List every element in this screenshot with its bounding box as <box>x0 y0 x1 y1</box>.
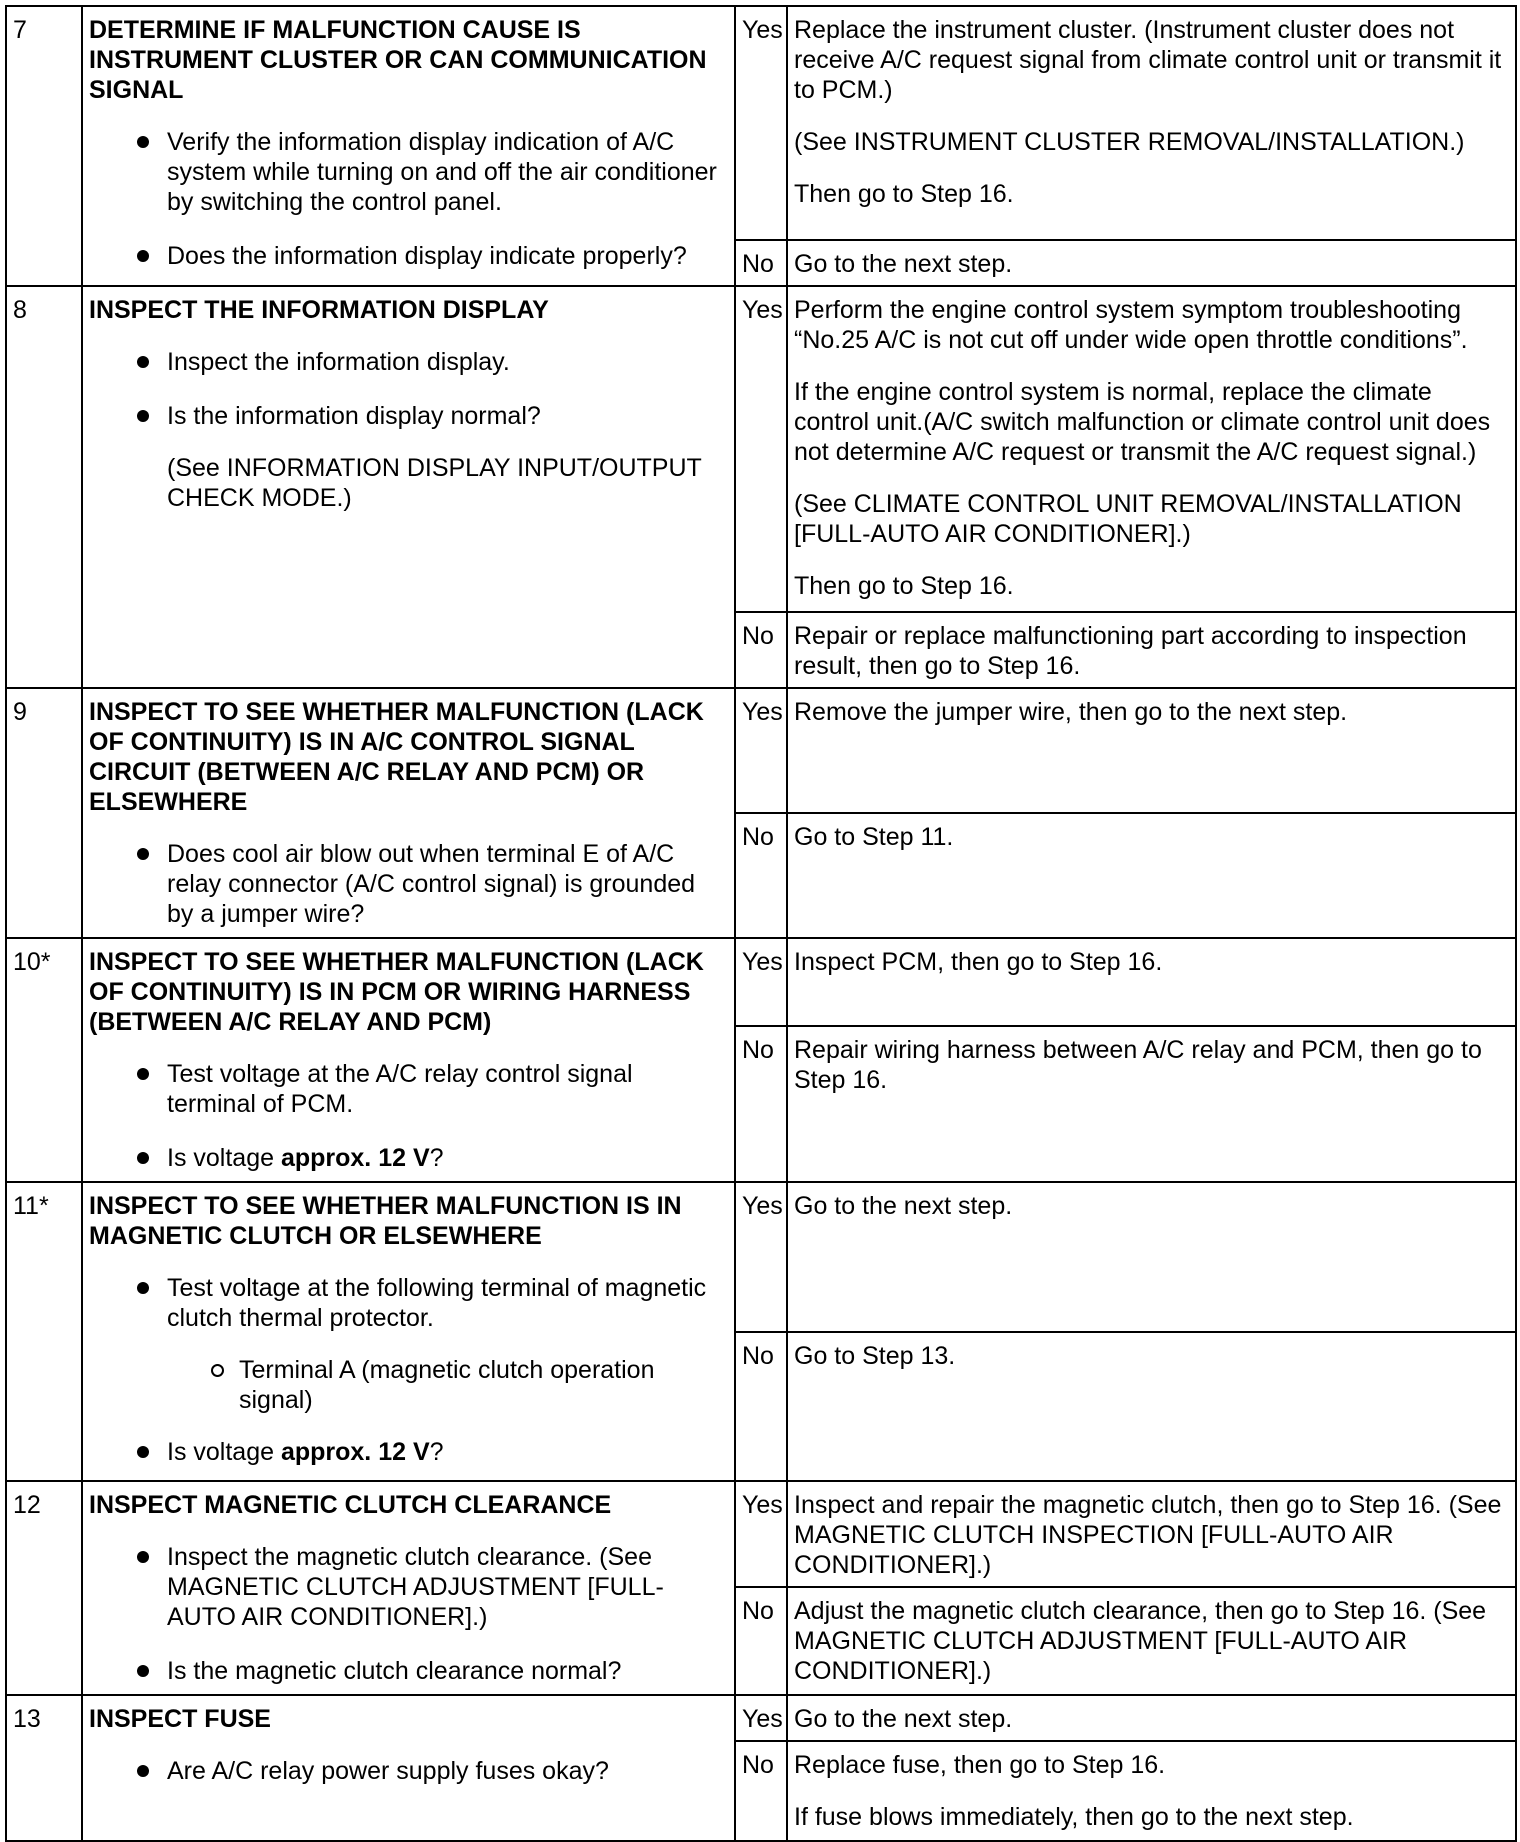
step-row-9-yes <box>6 688 1516 813</box>
no-action <box>787 1741 1516 1841</box>
action-text: Inspect PCM, then go to Step 16. <box>794 948 1163 976</box>
yes-label: Yes <box>735 938 787 1026</box>
action-text: Go to Step 11. <box>794 823 954 851</box>
yes-action <box>787 286 1516 612</box>
action-text: Replace the instrument cluster. (Instrument cluster does not receive A/C request signal from climate control unit or transmit it to PCM.) <box>794 16 1502 104</box>
yes-action <box>787 1182 1516 1332</box>
bullet-item: Does cool air blow out when terminal E of A/C relay connector (A/C control signal) is grounded by a jumper wire? <box>137 839 728 929</box>
yes-action <box>787 6 1516 240</box>
bullet-item <box>137 1273 728 1415</box>
voltage-spec: approx. 12 V <box>280 1144 430 1172</box>
action-text: Perform the engine control system symptom troubleshooting “No.25 A/C is not cut off under wide open throttle conditions”. <box>794 296 1468 354</box>
step-number: 12 <box>6 1481 82 1695</box>
step-title: INSPECT TO SEE WHETHER MALFUNCTION IS IN MAGNETIC CLUTCH OR ELSEWHERE <box>89 1192 682 1250</box>
step-number: 8 <box>6 286 82 688</box>
bullet-item: Is the magnetic clutch clearance normal? <box>137 1656 728 1686</box>
inspection-cell <box>82 6 735 286</box>
action-text: Remove the jumper wire, then go to the next step. <box>794 698 1348 726</box>
bullet-item: Verify the information display indication of A/C system while turning on and off the air conditioner by switching the control panel. <box>137 127 728 217</box>
bullet-item: Is the information display normal? <box>137 401 728 431</box>
bullet-text: Test voltage at the following terminal of magnetic clutch thermal protector. <box>167 1274 707 1332</box>
yes-label: Yes <box>735 688 787 813</box>
bullet-text: ? <box>429 1438 444 1466</box>
action-text: Repair or replace malfunctioning part according to inspection result, then go to Step 16. <box>794 622 1467 680</box>
bullet-item: Inspect the information display. <box>137 347 728 377</box>
bullet-item: Test voltage at the A/C relay control signal terminal of PCM. <box>137 1059 728 1119</box>
step-title: INSPECT THE INFORMATION DISPLAY <box>89 296 549 324</box>
inspection-cell <box>82 1182 735 1481</box>
bullet-text: Is voltage <box>167 1144 281 1172</box>
action-text: (See INSTRUMENT CLUSTER REMOVAL/INSTALLATION.) <box>794 128 1465 156</box>
sub-bullet-item: Terminal A (magnetic clutch operation signal) <box>211 1355 728 1415</box>
action-text: Adjust the magnetic clutch clearance, then go to Step 16. (See MAGNETIC CLUTCH ADJUSTMENT [FULL-AUTO AIR CONDITIONER].) <box>794 1597 1487 1686</box>
yes-label: Yes <box>735 6 787 240</box>
bullet-item: Inspect the magnetic clutch clearance. (See MAGNETIC CLUTCH ADJUSTMENT [FULL-AUTO AIR CONDITIONER].) <box>137 1542 728 1632</box>
yes-label: Yes <box>735 1481 787 1587</box>
step-row-12-yes <box>6 1481 1516 1587</box>
action-text: Go to the next step. <box>794 250 1013 278</box>
yes-action <box>787 688 1516 813</box>
action-text: Go to Step 13. <box>794 1342 956 1370</box>
step-title: DETERMINE IF MALFUNCTION CAUSE IS INSTRUMENT CLUSTER OR CAN COMMUNICATION SIGNAL <box>89 16 707 104</box>
see-reference: (See INFORMATION DISPLAY INPUT/OUTPUT CHECK MODE.) <box>167 454 702 512</box>
bullet-item: Are A/C relay power supply fuses okay? <box>137 1756 728 1786</box>
yes-action <box>787 1481 1516 1587</box>
step-row-7-yes <box>6 6 1516 240</box>
no-label: No <box>735 1332 787 1481</box>
action-text: Inspect and repair the magnetic clutch, then go to Step 16. (See MAGNETIC CLUTCH INSPECTION [FULL-AUTO AIR CONDITIONER].) <box>794 1491 1502 1579</box>
inspection-cell <box>82 688 735 938</box>
action-text: If fuse blows immediately, then go to the next step. <box>794 1803 1354 1831</box>
bullet-item: Does the information display indicate properly? <box>137 241 728 271</box>
step-row-10-yes <box>6 938 1516 1026</box>
step-number: 10* <box>6 938 82 1182</box>
inspection-cell <box>82 1695 735 1841</box>
yes-label: Yes <box>735 1182 787 1332</box>
step-number: 11* <box>6 1182 82 1481</box>
action-text: Then go to Step 16. <box>794 572 1014 600</box>
bullet-text: Is voltage <box>167 1438 281 1466</box>
no-action <box>787 1332 1516 1481</box>
no-action <box>787 813 1516 938</box>
voltage-spec: approx. 12 V <box>280 1438 430 1466</box>
no-label: No <box>735 1026 787 1182</box>
no-label: No <box>735 1587 787 1695</box>
inspection-cell <box>82 286 735 688</box>
step-row-8-yes <box>6 286 1516 612</box>
troubleshooting-table <box>5 5 1517 1842</box>
no-label: No <box>735 240 787 286</box>
no-label: No <box>735 1741 787 1841</box>
bullet-text: ? <box>429 1144 444 1172</box>
step-title: INSPECT TO SEE WHETHER MALFUNCTION (LACK OF CONTINUITY) IS IN A/C CONTROL SIGNAL CIRCUIT (BETWEEN A/C RELAY AND PCM) OR ELSEWHERE <box>89 698 704 816</box>
yes-label: Yes <box>735 1695 787 1741</box>
bullet-item <box>137 1143 728 1173</box>
step-title: INSPECT TO SEE WHETHER MALFUNCTION (LACK OF CONTINUITY) IS IN PCM OR WIRING HARNESS (BETWEEN A/C RELAY AND PCM) <box>89 948 704 1036</box>
action-text: If the engine control system is normal, replace the climate control unit.(A/C switch malfunction or climate control unit does not determine A/C request or transmit the A/C request signal.) <box>794 378 1491 466</box>
yes-label: Yes <box>735 286 787 612</box>
yes-action <box>787 1695 1516 1741</box>
no-action <box>787 240 1516 286</box>
action-text: (See CLIMATE CONTROL UNIT REMOVAL/INSTALLATION [FULL-AUTO AIR CONDITIONER].) <box>794 490 1462 548</box>
step-title: INSPECT MAGNETIC CLUTCH CLEARANCE <box>89 1491 612 1519</box>
no-action <box>787 1026 1516 1182</box>
yes-action <box>787 938 1516 1026</box>
step-title: INSPECT FUSE <box>89 1705 271 1733</box>
action-text: Replace fuse, then go to Step 16. <box>794 1751 1166 1779</box>
inspection-cell <box>82 1481 735 1695</box>
no-action <box>787 612 1516 688</box>
inspection-cell <box>82 938 735 1182</box>
no-label: No <box>735 813 787 938</box>
step-row-13-yes <box>6 1695 1516 1741</box>
step-number: 9 <box>6 688 82 938</box>
action-text: Go to the next step. <box>794 1705 1013 1733</box>
action-text: Repair wiring harness between A/C relay and PCM, then go to Step 16. <box>794 1036 1482 1095</box>
step-row-11-yes <box>6 1182 1516 1332</box>
no-action <box>787 1587 1516 1695</box>
step-number: 13 <box>6 1695 82 1841</box>
step-number: 7 <box>6 6 82 286</box>
action-text: Go to the next step. <box>794 1192 1013 1220</box>
no-label: No <box>735 612 787 688</box>
action-text: Then go to Step 16. <box>794 180 1014 208</box>
bullet-item <box>137 1437 728 1467</box>
